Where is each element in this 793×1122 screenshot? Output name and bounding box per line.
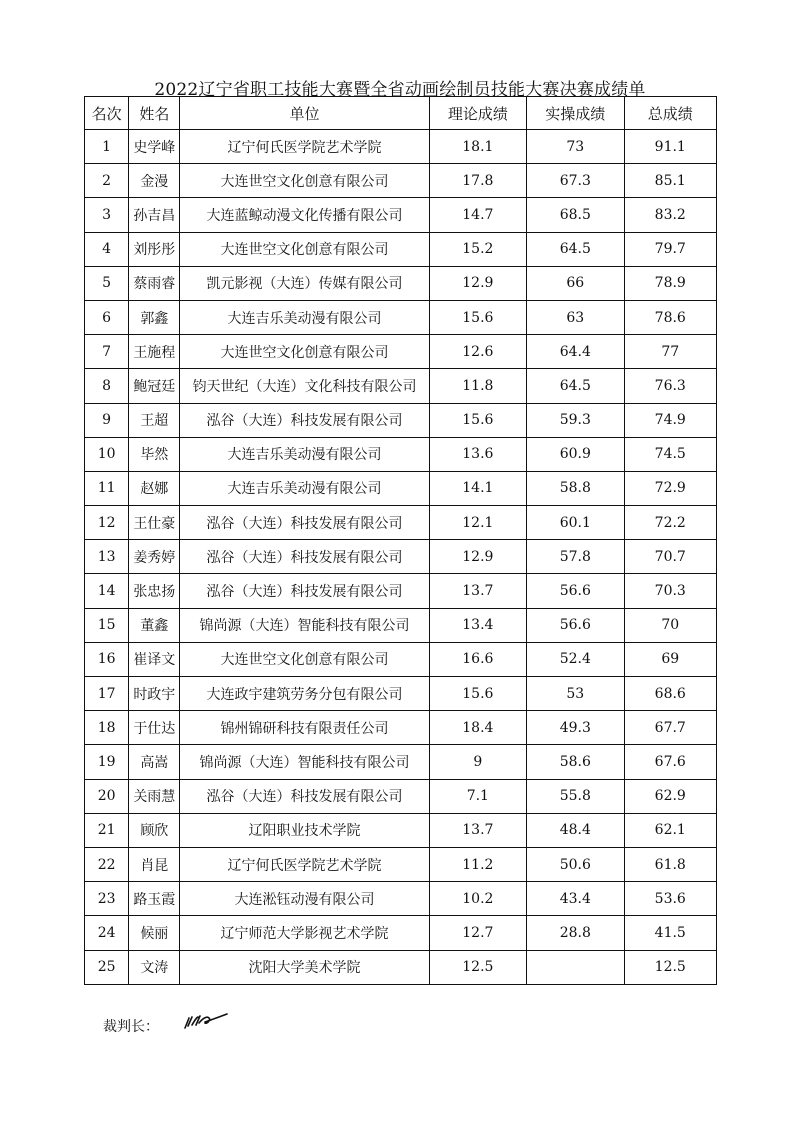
unit-cell: 钧天世纪（大连）文化科技有限公司 bbox=[180, 369, 429, 403]
name-cell: 董鑫 bbox=[129, 608, 180, 642]
rank-cell: 15 bbox=[85, 608, 129, 642]
unit-cell: 泓谷（大连）科技发展有限公司 bbox=[180, 540, 429, 574]
total-score-cell: 72.2 bbox=[624, 506, 716, 540]
practical-score-cell: 58.8 bbox=[527, 471, 624, 505]
rank-cell: 2 bbox=[85, 164, 129, 198]
name-cell: 毕然 bbox=[129, 437, 180, 471]
table-row bbox=[85, 403, 717, 437]
rank-cell: 1 bbox=[85, 130, 129, 164]
name-cell: 鲍冠廷 bbox=[129, 369, 180, 403]
header-theory: 理论成绩 bbox=[429, 97, 526, 130]
theory-score-cell: 11.8 bbox=[429, 369, 526, 403]
unit-cell: 大连世空文化创意有限公司 bbox=[180, 232, 429, 266]
rank-cell: 6 bbox=[85, 300, 129, 334]
theory-score-cell: 18.4 bbox=[429, 711, 526, 745]
rank-cell: 16 bbox=[85, 642, 129, 676]
theory-score-cell: 15.6 bbox=[429, 677, 526, 711]
unit-cell: 辽阳职业技术学院 bbox=[180, 813, 429, 847]
total-score-cell: 61.8 bbox=[624, 847, 716, 881]
rank-cell: 5 bbox=[85, 266, 129, 300]
unit-cell: 辽宁何氏医学院艺术学院 bbox=[180, 847, 429, 881]
table-row bbox=[85, 813, 717, 847]
theory-score-cell: 12.1 bbox=[429, 506, 526, 540]
theory-score-cell: 15.6 bbox=[429, 403, 526, 437]
theory-score-cell: 17.8 bbox=[429, 164, 526, 198]
name-cell: 高嵩 bbox=[129, 745, 180, 779]
name-cell: 王施程 bbox=[129, 335, 180, 369]
practical-score-cell: 67.3 bbox=[527, 164, 624, 198]
table-row bbox=[85, 300, 717, 334]
practical-score-cell: 48.4 bbox=[527, 813, 624, 847]
practical-score-cell: 55.8 bbox=[527, 779, 624, 813]
theory-score-cell: 14.1 bbox=[429, 471, 526, 505]
theory-score-cell: 7.1 bbox=[429, 779, 526, 813]
table-row bbox=[85, 130, 717, 164]
rank-cell: 10 bbox=[85, 437, 129, 471]
name-cell: 王仕豪 bbox=[129, 506, 180, 540]
theory-score-cell: 12.5 bbox=[429, 950, 526, 984]
total-score-cell: 69 bbox=[624, 642, 716, 676]
total-score-cell: 77 bbox=[624, 335, 716, 369]
document-title: 2022辽宁省职工技能大赛暨全省动画绘制员技能大赛决赛成绩单 bbox=[154, 80, 646, 100]
rank-cell: 17 bbox=[85, 677, 129, 711]
unit-cell: 辽宁何氏医学院艺术学院 bbox=[180, 130, 429, 164]
practical-score-cell: 56.6 bbox=[527, 574, 624, 608]
practical-score-cell: 63 bbox=[527, 300, 624, 334]
theory-score-cell: 12.9 bbox=[429, 540, 526, 574]
rank-cell: 11 bbox=[85, 471, 129, 505]
unit-cell: 辽宁师范大学影视艺术学院 bbox=[180, 916, 429, 950]
total-score-cell: 78.6 bbox=[624, 300, 716, 334]
theory-score-cell: 11.2 bbox=[429, 847, 526, 881]
handwritten-signature bbox=[181, 1008, 233, 1034]
header-practical: 实操成绩 bbox=[527, 97, 624, 130]
theory-score-cell: 14.7 bbox=[429, 198, 526, 232]
total-score-cell: 62.9 bbox=[624, 779, 716, 813]
name-cell: 关雨慧 bbox=[129, 779, 180, 813]
theory-score-cell: 13.6 bbox=[429, 437, 526, 471]
practical-score-cell: 59.3 bbox=[527, 403, 624, 437]
practical-score-cell: 60.1 bbox=[527, 506, 624, 540]
unit-cell: 大连政宇建筑劳务分包有限公司 bbox=[180, 677, 429, 711]
unit-cell: 泓谷（大连）科技发展有限公司 bbox=[180, 506, 429, 540]
table-row bbox=[85, 437, 717, 471]
theory-score-cell: 12.7 bbox=[429, 916, 526, 950]
unit-cell: 锦州锦研科技有限责任公司 bbox=[180, 711, 429, 745]
header-total: 总成绩 bbox=[624, 97, 716, 130]
name-cell: 肖昆 bbox=[129, 847, 180, 881]
unit-cell: 凯元影视（大连）传媒有限公司 bbox=[180, 266, 429, 300]
total-score-cell: 76.3 bbox=[624, 369, 716, 403]
rank-cell: 3 bbox=[85, 198, 129, 232]
table-row bbox=[85, 847, 717, 881]
theory-score-cell: 12.6 bbox=[429, 335, 526, 369]
theory-score-cell: 10.2 bbox=[429, 882, 526, 916]
total-score-cell: 53.6 bbox=[624, 882, 716, 916]
theory-score-cell: 12.9 bbox=[429, 266, 526, 300]
practical-score-cell: 57.8 bbox=[527, 540, 624, 574]
table-row bbox=[85, 335, 717, 369]
rank-cell: 18 bbox=[85, 711, 129, 745]
theory-score-cell: 9 bbox=[429, 745, 526, 779]
practical-score-cell: 58.6 bbox=[527, 745, 624, 779]
referee-label: 裁判长： bbox=[103, 1019, 159, 1035]
name-cell: 时政宇 bbox=[129, 677, 180, 711]
rank-cell: 23 bbox=[85, 882, 129, 916]
table-row bbox=[85, 540, 717, 574]
rank-cell: 22 bbox=[85, 847, 129, 881]
theory-score-cell: 16.6 bbox=[429, 642, 526, 676]
unit-cell: 大连世空文化创意有限公司 bbox=[180, 335, 429, 369]
rank-cell: 25 bbox=[85, 950, 129, 984]
rank-cell: 21 bbox=[85, 813, 129, 847]
name-cell: 候丽 bbox=[129, 916, 180, 950]
table-row bbox=[85, 232, 717, 266]
practical-score-cell: 28.8 bbox=[527, 916, 624, 950]
name-cell: 史学峰 bbox=[129, 130, 180, 164]
rank-cell: 19 bbox=[85, 745, 129, 779]
total-score-cell: 72.9 bbox=[624, 471, 716, 505]
rank-cell: 20 bbox=[85, 779, 129, 813]
unit-cell: 泓谷（大连）科技发展有限公司 bbox=[180, 779, 429, 813]
practical-score-cell: 68.5 bbox=[527, 198, 624, 232]
table-row bbox=[85, 642, 717, 676]
practical-score-cell: 43.4 bbox=[527, 882, 624, 916]
total-score-cell: 78.9 bbox=[624, 266, 716, 300]
theory-score-cell: 15.2 bbox=[429, 232, 526, 266]
practical-score-cell: 53 bbox=[527, 677, 624, 711]
rank-cell: 8 bbox=[85, 369, 129, 403]
rank-cell: 7 bbox=[85, 335, 129, 369]
name-cell: 文涛 bbox=[129, 950, 180, 984]
practical-score-cell: 56.6 bbox=[527, 608, 624, 642]
name-cell: 崔译文 bbox=[129, 642, 180, 676]
practical-score-cell: 66 bbox=[527, 266, 624, 300]
total-score-cell: 74.5 bbox=[624, 437, 716, 471]
rank-cell: 13 bbox=[85, 540, 129, 574]
name-cell: 路玉霞 bbox=[129, 882, 180, 916]
total-score-cell: 41.5 bbox=[624, 916, 716, 950]
total-score-cell: 83.2 bbox=[624, 198, 716, 232]
table-header-row bbox=[85, 97, 717, 130]
table-row bbox=[85, 198, 717, 232]
total-score-cell: 67.6 bbox=[624, 745, 716, 779]
name-cell: 王超 bbox=[129, 403, 180, 437]
unit-cell: 泓谷（大连）科技发展有限公司 bbox=[180, 574, 429, 608]
practical-score-cell: 64.4 bbox=[527, 335, 624, 369]
total-score-cell: 12.5 bbox=[624, 950, 716, 984]
practical-score-cell: 52.4 bbox=[527, 642, 624, 676]
theory-score-cell: 13.7 bbox=[429, 574, 526, 608]
name-cell: 赵娜 bbox=[129, 471, 180, 505]
theory-score-cell: 13.4 bbox=[429, 608, 526, 642]
table-row bbox=[85, 574, 717, 608]
name-cell: 蔡雨睿 bbox=[129, 266, 180, 300]
unit-cell: 大连世空文化创意有限公司 bbox=[180, 642, 429, 676]
practical-score-cell: 49.3 bbox=[527, 711, 624, 745]
table-row bbox=[85, 677, 717, 711]
name-cell: 金漫 bbox=[129, 164, 180, 198]
table-row bbox=[85, 471, 717, 505]
rank-cell: 9 bbox=[85, 403, 129, 437]
table-row bbox=[85, 779, 717, 813]
practical-score-cell: 73 bbox=[527, 130, 624, 164]
table-row bbox=[85, 608, 717, 642]
table-row bbox=[85, 916, 717, 950]
unit-cell: 大连淞钰动漫有限公司 bbox=[180, 882, 429, 916]
theory-score-cell: 18.1 bbox=[429, 130, 526, 164]
practical-score-cell: 60.9 bbox=[527, 437, 624, 471]
unit-cell: 锦尚源（大连）智能科技有限公司 bbox=[180, 745, 429, 779]
total-score-cell: 70.7 bbox=[624, 540, 716, 574]
practical-score-cell bbox=[527, 950, 624, 984]
referee-signature-line bbox=[103, 1016, 233, 1036]
table-row bbox=[85, 506, 717, 540]
unit-cell: 大连吉乐美动漫有限公司 bbox=[180, 300, 429, 334]
table-row bbox=[85, 882, 717, 916]
unit-cell: 大连世空文化创意有限公司 bbox=[180, 164, 429, 198]
total-score-cell: 70.3 bbox=[624, 574, 716, 608]
table-row bbox=[85, 266, 717, 300]
total-score-cell: 70 bbox=[624, 608, 716, 642]
total-score-cell: 67.7 bbox=[624, 711, 716, 745]
name-cell: 顾欣 bbox=[129, 813, 180, 847]
theory-score-cell: 13.7 bbox=[429, 813, 526, 847]
name-cell: 刘彤彤 bbox=[129, 232, 180, 266]
name-cell: 郭鑫 bbox=[129, 300, 180, 334]
table-row bbox=[85, 164, 717, 198]
table-row bbox=[85, 369, 717, 403]
table-row bbox=[85, 950, 717, 984]
total-score-cell: 85.1 bbox=[624, 164, 716, 198]
unit-cell: 大连蓝鲸动漫文化传播有限公司 bbox=[180, 198, 429, 232]
unit-cell: 泓谷（大连）科技发展有限公司 bbox=[180, 403, 429, 437]
results-table bbox=[84, 96, 717, 985]
header-name: 姓名 bbox=[129, 97, 180, 130]
practical-score-cell: 64.5 bbox=[527, 369, 624, 403]
header-unit: 单位 bbox=[180, 97, 429, 130]
total-score-cell: 79.7 bbox=[624, 232, 716, 266]
rank-cell: 4 bbox=[85, 232, 129, 266]
rank-cell: 24 bbox=[85, 916, 129, 950]
name-cell: 于仕达 bbox=[129, 711, 180, 745]
total-score-cell: 74.9 bbox=[624, 403, 716, 437]
table-row bbox=[85, 745, 717, 779]
total-score-cell: 62.1 bbox=[624, 813, 716, 847]
name-cell: 孙吉昌 bbox=[129, 198, 180, 232]
name-cell: 张忠扬 bbox=[129, 574, 180, 608]
unit-cell: 大连吉乐美动漫有限公司 bbox=[180, 437, 429, 471]
practical-score-cell: 64.5 bbox=[527, 232, 624, 266]
unit-cell: 大连吉乐美动漫有限公司 bbox=[180, 471, 429, 505]
table-row bbox=[85, 711, 717, 745]
header-rank: 名次 bbox=[85, 97, 129, 130]
rank-cell: 14 bbox=[85, 574, 129, 608]
total-score-cell: 68.6 bbox=[624, 677, 716, 711]
practical-score-cell: 50.6 bbox=[527, 847, 624, 881]
total-score-cell: 91.1 bbox=[624, 130, 716, 164]
name-cell: 姜秀婷 bbox=[129, 540, 180, 574]
unit-cell: 沈阳大学美术学院 bbox=[180, 950, 429, 984]
theory-score-cell: 15.6 bbox=[429, 300, 526, 334]
unit-cell: 锦尚源（大连）智能科技有限公司 bbox=[180, 608, 429, 642]
rank-cell: 12 bbox=[85, 506, 129, 540]
